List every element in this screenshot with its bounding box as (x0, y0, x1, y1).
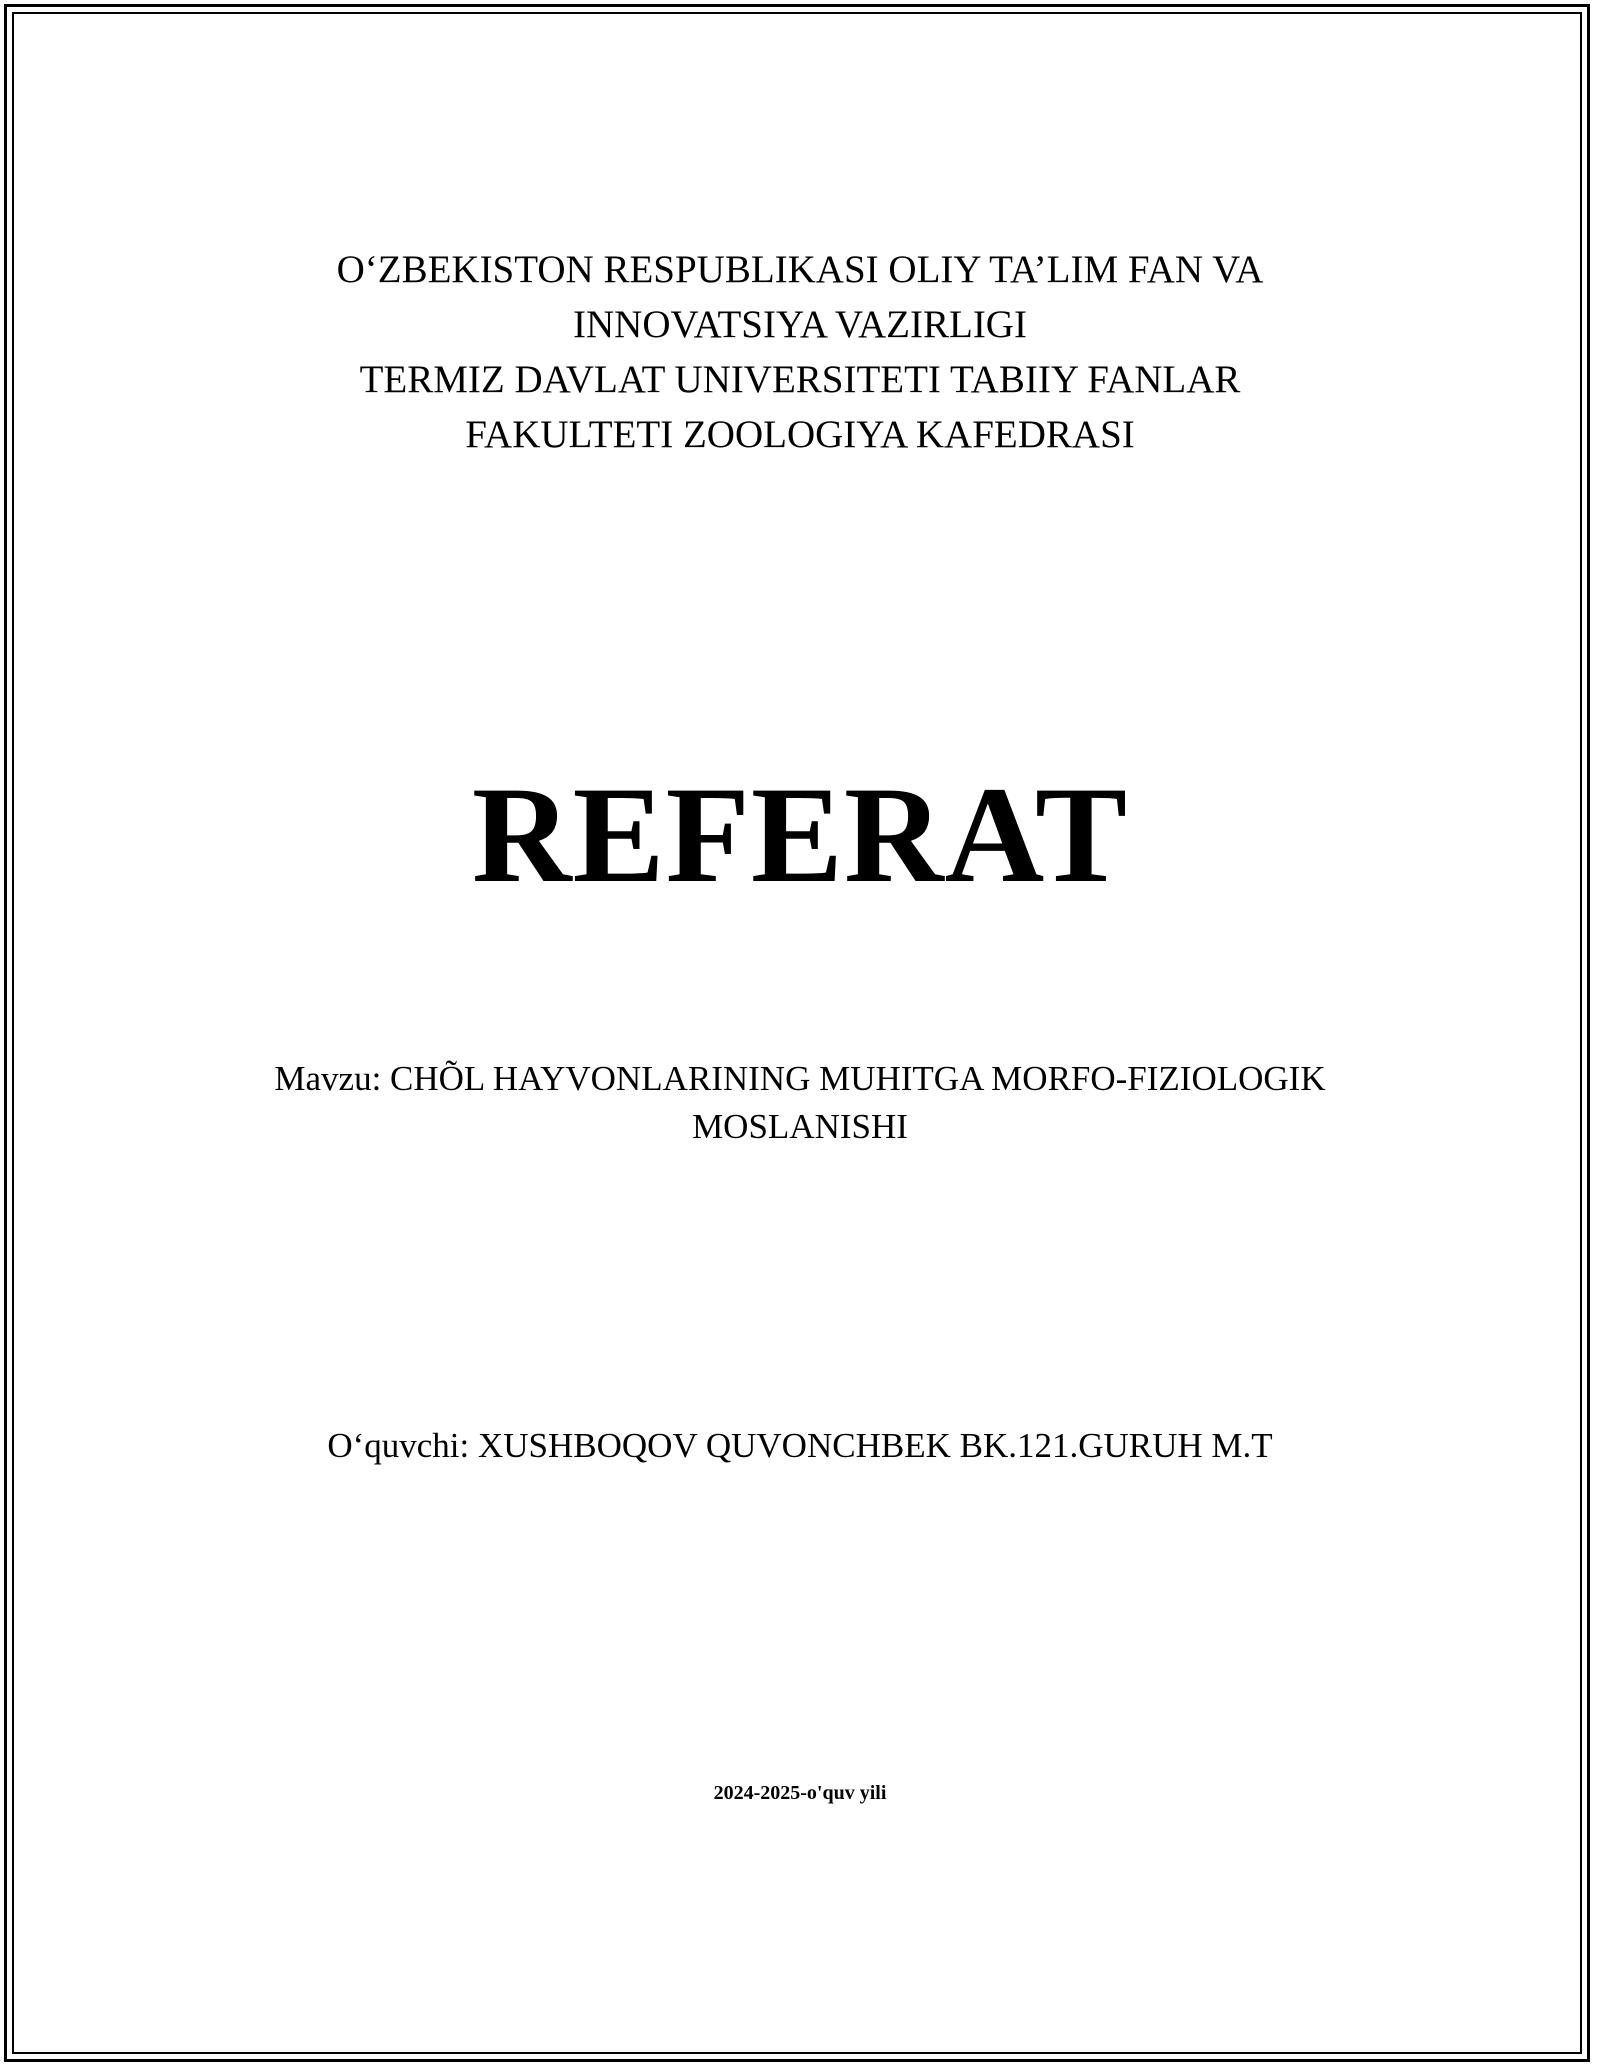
header-line: FAKULTETI ZOOLOGIYA KAFEDRASI (465, 413, 1135, 456)
header-line: O‘ZBEKISTON RESPUBLIKASI OLIY TA’LIM FAN VA (336, 248, 1264, 291)
topic-line: MOSLANISHI (692, 1107, 908, 1146)
topic (0, 1055, 1600, 1151)
header-line: INNOVATSIYA VAZIRLIGI (573, 303, 1027, 346)
academic-year: 2024-2025-o'quv yili (713, 1782, 887, 1804)
topic-line: Mavzu: CHÕL HAYVONLARINING MUHITGA MORFO-FIZIOLOGIK (274, 1059, 1326, 1098)
document-title: REFERAT (471, 758, 1129, 911)
student-info: O‘quvchi: XUSHBOQOV QUVONCHBEK BK.121.GURUH M.T (327, 1426, 1273, 1465)
header-line: TERMIZ DAVLAT UNIVERSITETI TABIIY FANLAR (359, 358, 1241, 401)
institution-header (0, 242, 1600, 462)
